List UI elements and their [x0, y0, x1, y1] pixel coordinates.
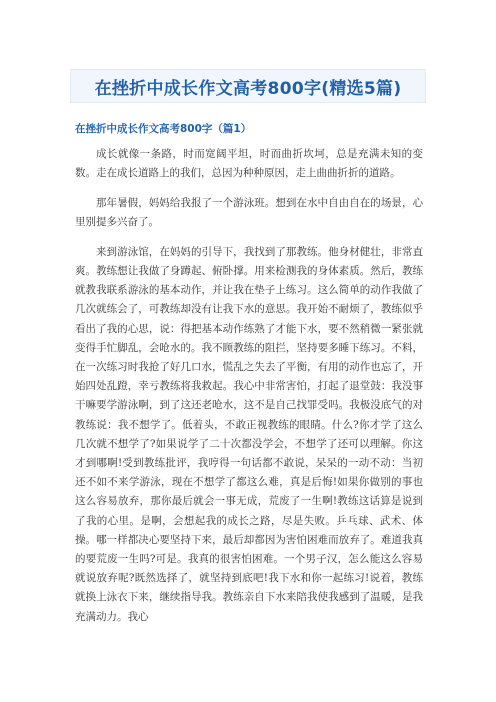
paragraph: 那年暑假，妈妈给我报了一个游泳班。想到在水中自由自在的场景，心里别提多兴奋了。 — [75, 196, 423, 229]
document-title: 在挫折中成长作文高考800字(精选5篇) — [94, 78, 402, 99]
article-body — [75, 145, 423, 637]
section-heading: 在挫折中成长作文高考800字（篇1） — [75, 123, 252, 135]
paragraph: 成长就像一条路，时而宽阔平坦，时而曲折坎坷，总是充满未知的变数。走在成长道路上的我们，总因为种种原因，走上曲曲折折的道路。 — [75, 148, 423, 180]
paragraph: 来到游泳馆，在妈妈的引导下，我找到了那教练。他身材健壮，非常直爽。教练想让我做了身蹲起、俯卧撑。用来检测我的身体素质。然后，教练就教我联系游泳的基本动作，并让我在垫子上练习。这么简单的动作我做了几次就练会了，可教练却没有让我下水的意思。我开始不耐烦了，教练似乎看出了我的心思，说：得把基本动作练熟了才能下水，要不然稍微一紧张就变得手忙脚乱，会呛水的。我不顾教练的阻拦，坚持要多睡下练习。不料，在一次练习时我抢了好几口水，慌乱之失去了平衡，有用的动作也忘了，开始四处乱蹬，幸亏教练将我救起。我心中非常害怕，打起了退堂鼓：我没事干嘛要学游泳啊，到了这还老呛水，这不是自己找罪受吗。我极没底气的对教练说：我不想学了。低着头，不敢正视教练的眼睛。什么?你才学了这么几次就不想学了?如果说学了二十次都没学会，不想学了还可以理解。你这才到哪啊!受到教练批评，我哼得一句话都不敢说，呆呆的一动不动：当初还不如不来学游泳，现在不想学了都这么难，真是后悔!如果你做别的事也这么容易放弃，那你最后就会一事无成，荒废了一生啊!教练这话算是说到了我的心里。是啊，会想起我的成长之路，尽是失败。乒乓球、武术、体操。哪一样都决心要坚持下来，最后却都因为害怕困难而放弃了。难道我真的要荒废一生吗?可是。我真的很害怕困难。一个男子汉，怎么能这么容易就说放弃呢?既然选择了，就坚持到底吧!我下水和你一起练习!说着，教练就换上泳衣下来，继续指导我。教练亲自下水来陪我使我感到了温暖，是我充满动力。我心 — [75, 245, 423, 623]
title-banner — [70, 69, 426, 103]
